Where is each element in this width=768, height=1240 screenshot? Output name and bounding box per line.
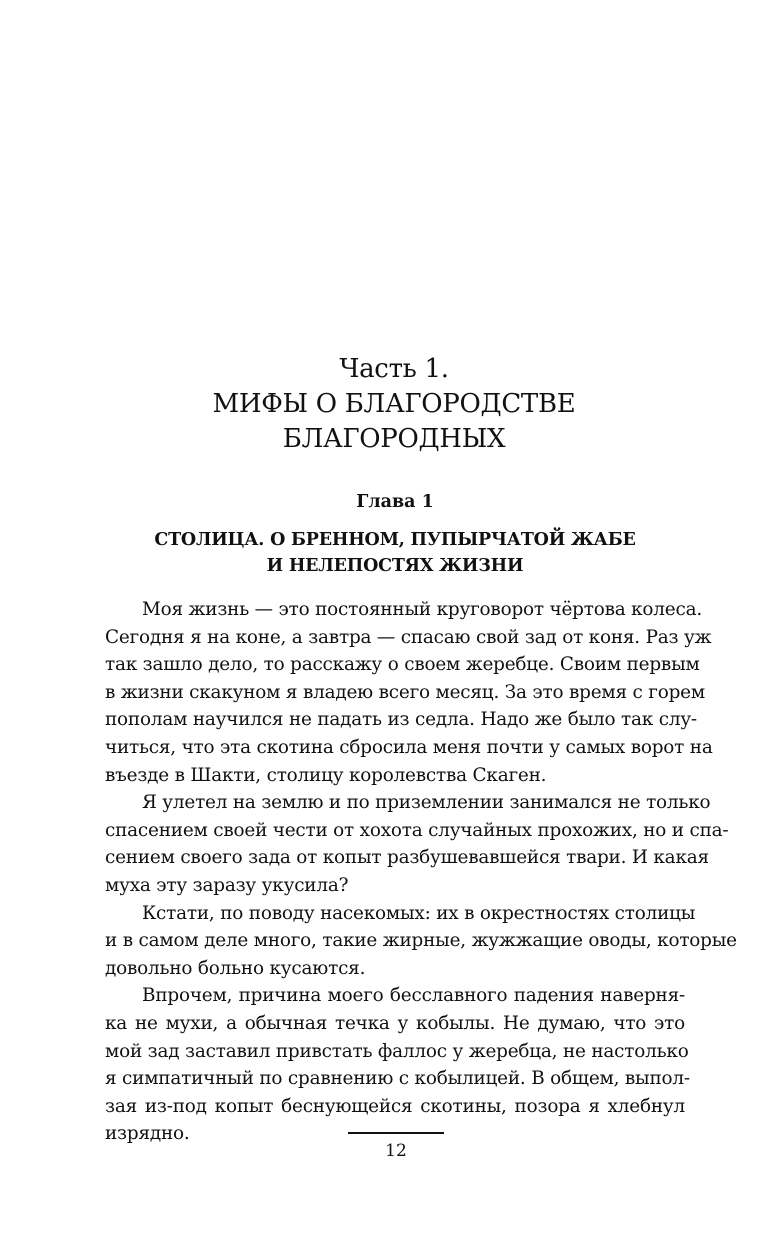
part-heading <box>0 352 768 457</box>
text-line: ка не мухи, а обычная течка у кобылы. Не думаю, что это <box>105 1012 685 1034</box>
text-line: мой зад заставил привстать фаллос у жеребца, не настолько <box>105 1040 689 1062</box>
text-line: довольно больно кусаются. <box>105 957 366 979</box>
text-line: я симпатичный по сравнению с кобылицей. В общем, выпол- <box>105 1068 690 1090</box>
text-line: в жизни скакуном я владею всего месяц. За это время с горем <box>105 681 705 703</box>
text-line: муха эту заразу укусила? <box>105 874 349 896</box>
text-line: читься, что эта скотина сбросила меня почти у самых ворот на <box>105 736 713 758</box>
text-line: пополам научился не падать из седла. Надо же было так слу- <box>105 709 697 731</box>
chapter-title <box>0 527 768 579</box>
text-line: въезде в Шакти, столицу королевства Скаген. <box>105 764 547 786</box>
page-number: 12 <box>385 1141 407 1161</box>
text-line: сением своего зада от копыт разбушевавшейся твари. И какая <box>105 847 709 869</box>
text-line: Я улетел на землю и по приземлении занимался не только <box>142 792 711 814</box>
chapter-title-line-1: СТОЛИЦА. О БРЕННОМ, ПУПЫРЧАТОЙ ЖАБЕ <box>154 530 636 550</box>
text-line: и в самом деле много, такие жирные, жужжащие оводы, которые <box>105 930 737 952</box>
part-title-line-2: БЛАГОРОДНЫХ <box>282 424 506 454</box>
text-line: изрядно. <box>105 1123 190 1145</box>
text-line: Сегодня я на коне, а завтра — спасаю свой зад от коня. Раз уж <box>105 626 712 648</box>
chapter-title-line-2: И НЕЛЕПОСТЯХ ЖИЗНИ <box>266 556 524 576</box>
footer-rule <box>348 1132 444 1134</box>
text-line: Впрочем, причина моего бесславного падения наверня- <box>142 985 685 1007</box>
part-title-line-1: МИФЫ О БЛАГОРОДСТВЕ <box>212 389 576 419</box>
text-line: зая из-под копыт беснующейся скотины, позора я хлебнул <box>105 1095 685 1117</box>
body-text <box>105 596 737 1148</box>
text-line: Кстати, по поводу насекомых: их в окрестностях столицы <box>142 902 696 924</box>
text-line: спасением своей чести от хохота случайных прохожих, но и спа- <box>105 819 729 841</box>
text-line: Моя жизнь — это постоянный круговорот чёртова колеса. <box>142 599 702 620</box>
text-line: так зашло дело, то расскажу о своем жеребце. Своим первым <box>105 654 700 676</box>
part-number: Часть 1. <box>339 354 449 384</box>
chapter-label: Глава 1 <box>356 492 434 512</box>
